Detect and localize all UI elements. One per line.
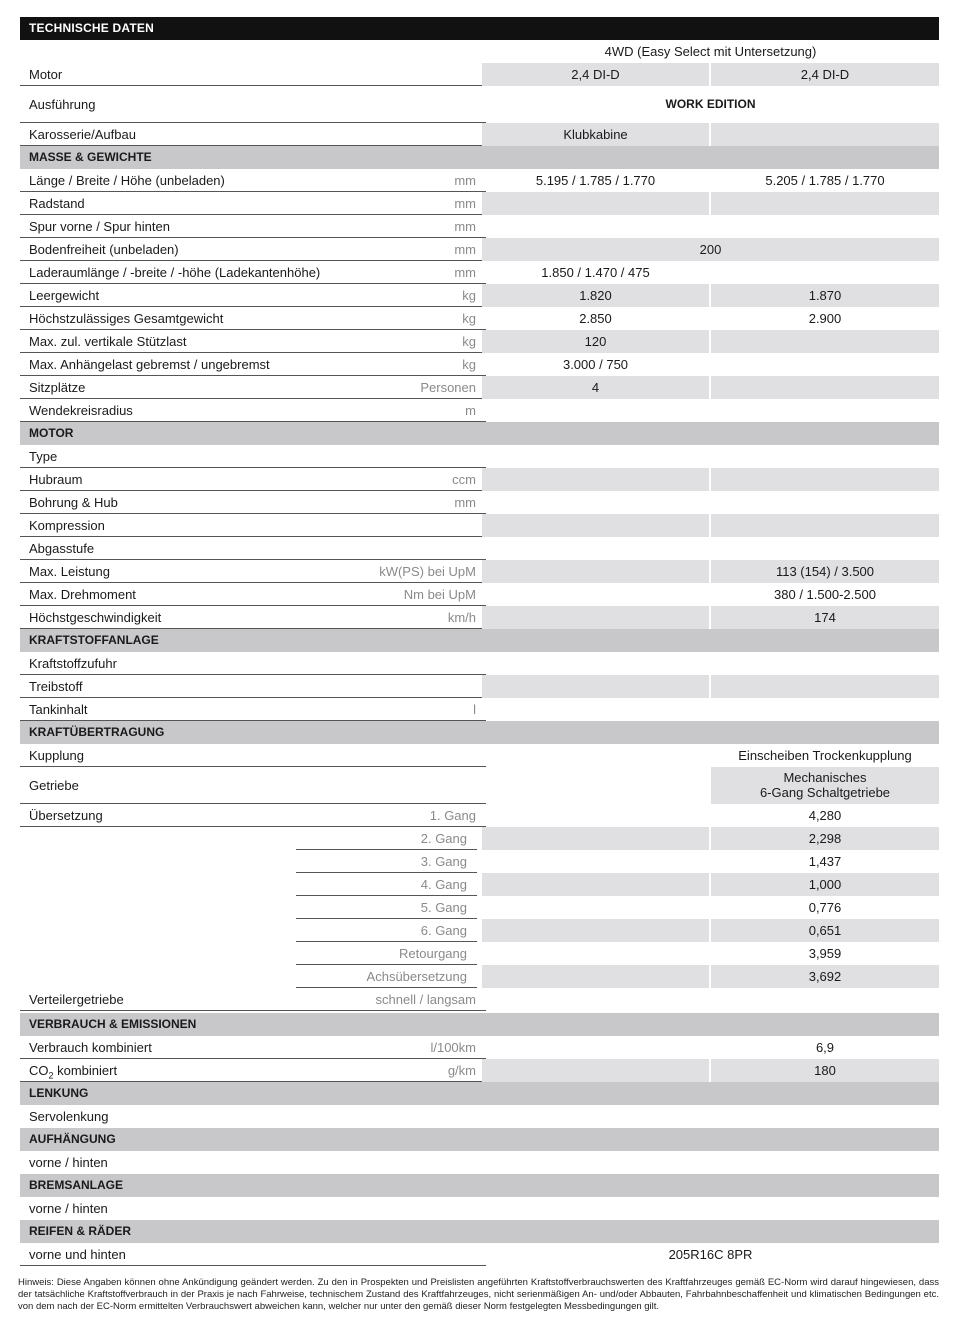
cell-blank	[482, 942, 709, 965]
row-label: Karosserie/Aufbau	[20, 123, 486, 146]
cell-value	[711, 537, 939, 560]
footnote: Hinweis: Diese Angaben können ohne Ankündigung geändert werden. Zu den in Prospekten und Preislisten angeführten Kraftstoffverbrauchswerten des Kraftfahrzeuges gemäß EC-Norm wird darauf hingewiesen, dass der tatsächliche Kraftstoffverbrauch in der Praxis je nach Fahrweise, technischem Zustand des Kraftfahrzeuges, nicht serienmäßigen An- und/oder Abbauten, Fahrbahnbeschaffenheit und klimatischen Bedingungen etc. von dem nach der EC-Norm ermittelten Verbrauchswert abweichen kann, welcher nur unter den gemäß dieser Norm festgelegten Messbedingungen gilt.	[18, 1277, 939, 1312]
unit-text: kW(PS) bei UpM	[379, 564, 476, 579]
row-label	[20, 988, 486, 1011]
cell-value: 4,280	[808, 808, 842, 823]
spec-table	[20, 17, 939, 1266]
section-reifen: REIFEN & RÄDER	[20, 1220, 939, 1243]
label-text: Kompression	[29, 518, 105, 533]
unit-text: mm	[454, 265, 476, 280]
spec-row	[20, 652, 939, 675]
unit-text: ccm	[452, 472, 476, 487]
cell-blank	[482, 1059, 709, 1082]
getriebe-line2: 6-Gang Schaltgetriebe	[759, 785, 891, 800]
spec-row	[20, 675, 939, 698]
unit-text: mm	[454, 196, 476, 211]
cell-value	[482, 399, 709, 422]
cell-value: 113 (154) / 3.500	[711, 560, 939, 583]
spec-row	[20, 192, 939, 215]
cell-value: 3.000 / 750	[562, 357, 629, 372]
cell-value	[711, 192, 939, 215]
kraftstoff-rows	[20, 652, 939, 721]
unit-text: Nm bei UpM	[403, 587, 476, 602]
cell-value	[711, 767, 939, 804]
unit-text: 1. Gang	[429, 808, 476, 823]
cell-blank	[482, 468, 709, 491]
row-label	[20, 284, 486, 307]
cell-value: 3,959	[808, 946, 842, 961]
unit-text: kg	[462, 334, 476, 349]
label-text: Bodenfreiheit (unbeladen)	[29, 242, 179, 257]
gear-row	[20, 942, 939, 965]
spec-row	[20, 215, 939, 238]
spec-row	[20, 445, 939, 468]
section-bremsanlage: BREMSANLAGE	[20, 1174, 939, 1197]
row-label	[20, 169, 486, 192]
cell-value: 1.850 / 1.470 / 475	[541, 265, 650, 280]
gear-row	[20, 873, 939, 896]
cell-value: 4	[482, 376, 709, 399]
row-label	[20, 399, 486, 422]
cell-value: Klubkabine	[482, 123, 709, 146]
row-label: Kupplung	[20, 744, 486, 767]
unit-text: l/100km	[430, 1040, 476, 1055]
cell-value: 3,692	[711, 965, 939, 988]
label-text: Höchstgeschwindigkeit	[29, 610, 162, 625]
row-label: Getriebe	[20, 767, 486, 804]
label-text: Verteilergetriebe	[29, 992, 124, 1007]
cell-value	[711, 698, 939, 721]
spec-row	[20, 468, 939, 491]
gear-label-text: 4. Gang	[420, 877, 467, 892]
section-masse: MASSE & GEWICHTE	[20, 146, 939, 169]
unit-text: kg	[462, 311, 476, 326]
section-verbrauch: VERBRAUCH & EMISSIONEN	[20, 1013, 939, 1036]
label-text: $CO_2$ kombiniert	[29, 1063, 118, 1081]
cell-value	[711, 675, 939, 698]
cell-value	[711, 330, 939, 353]
section-kraftuebertragung: KRAFTÜBERTRAGUNG	[20, 721, 939, 744]
label-text: Max. zul. vertikale Stützlast	[29, 334, 187, 349]
cell-value	[711, 445, 939, 468]
cell-value	[711, 353, 939, 376]
label-text: Treibstoff	[29, 679, 83, 694]
cell-blank	[482, 583, 709, 606]
row-label: Ausführung	[20, 86, 486, 123]
cell-value	[711, 215, 939, 238]
unit-text: mm	[454, 219, 476, 234]
row-karosserie	[20, 123, 939, 146]
spec-row	[20, 606, 939, 629]
unit-text: mm	[454, 495, 476, 510]
cell-value: 5.205 / 1.785 / 1.770	[765, 173, 885, 188]
row-label: Motor	[20, 63, 486, 86]
label-text: Max. Anhängelast gebremst / ungebremst	[29, 357, 270, 372]
row-label	[20, 1036, 486, 1059]
cell-value	[482, 215, 709, 238]
cell-blank	[482, 537, 709, 560]
row-label	[20, 491, 486, 514]
row-label	[20, 698, 486, 721]
row-label	[20, 307, 486, 330]
cell-blank	[482, 652, 709, 675]
row-label: vorne und hinten	[20, 1243, 486, 1266]
gear-label-text: 5. Gang	[420, 900, 467, 915]
row-co2	[20, 1059, 939, 1082]
label-text: Höchstzulässiges Gesamtgewicht	[29, 311, 224, 326]
cell-value: 2,298	[711, 827, 939, 850]
gear-row	[20, 827, 939, 850]
row-label	[20, 238, 486, 261]
label-text: Abgasstufe	[29, 541, 95, 556]
spec-row	[20, 376, 939, 399]
row-ausfuehrung	[20, 86, 939, 123]
gear-row	[20, 850, 939, 873]
row-label: vorne / hinten	[29, 1201, 108, 1216]
spec-row	[20, 261, 939, 284]
gear-label-text: 2. Gang	[420, 831, 467, 846]
unit-text: schnell / langsam	[375, 992, 476, 1007]
spec-row	[20, 491, 939, 514]
row-reifen	[20, 1243, 939, 1266]
unit-text: mm	[454, 242, 476, 257]
label-text: Max. Drehmoment	[29, 587, 136, 602]
row-servolenkung	[20, 1105, 939, 1128]
getriebe-line1: Mechanisches	[783, 770, 867, 785]
row-bremsanlage	[20, 1197, 939, 1220]
cell-value: 1,000	[711, 873, 939, 896]
gear-row	[20, 965, 939, 988]
unit-text: g/km	[447, 1063, 476, 1078]
gear-label	[296, 919, 477, 942]
label-text: Kraftstoffzufuhr	[29, 656, 117, 671]
unit-text: l	[473, 702, 476, 717]
table-title: TECHNISCHE DATEN	[20, 17, 939, 40]
motor-rows	[20, 445, 939, 629]
gear-label-text: 6. Gang	[420, 923, 467, 938]
cell-value: 180	[711, 1059, 939, 1082]
spec-row	[20, 284, 939, 307]
cell-value: 1,437	[808, 854, 842, 869]
spec-row	[20, 537, 939, 560]
gear-label	[296, 896, 477, 919]
gear-label	[296, 873, 477, 896]
cell-value: 2.900	[808, 311, 842, 326]
cell-blank	[482, 827, 709, 850]
section-motor: MOTOR	[20, 422, 939, 445]
cell-value: 0,776	[808, 900, 842, 915]
row-label: Servolenkung	[29, 1109, 109, 1124]
gear-label	[296, 827, 477, 850]
gear-label-text: Retourgang	[399, 946, 467, 961]
label-text: Spur vorne / Spur hinten	[29, 219, 170, 234]
section-aufhaengung: AUFHÄNGUNG	[20, 1128, 939, 1151]
cell-value: Einscheiben Trockenkupplung	[738, 748, 912, 763]
row-label	[20, 560, 486, 583]
spec-row	[20, 238, 939, 261]
row-verteilergetriebe	[20, 988, 939, 1011]
row-label	[20, 192, 486, 215]
cell-value: 2,4 DI-D	[711, 63, 939, 86]
row-label: vorne / hinten	[29, 1155, 108, 1170]
unit-text: kg	[462, 288, 476, 303]
cell-blank	[482, 445, 709, 468]
row-getriebe	[20, 767, 939, 804]
row-aufhaengung	[20, 1151, 939, 1174]
label-text: Bohrung & Hub	[29, 495, 118, 510]
cell-value: 6,9	[815, 1040, 835, 1055]
cell-value: 2.850	[579, 311, 612, 326]
cell-value: 5.195 / 1.785 / 1.770	[535, 173, 656, 188]
cell-blank	[482, 850, 709, 873]
unit-text: Personen	[420, 380, 476, 395]
gear-row	[20, 896, 939, 919]
spec-row	[20, 330, 939, 353]
cell-blank	[482, 560, 709, 583]
row-label	[20, 1059, 486, 1082]
row-label	[20, 652, 486, 675]
row-label	[20, 445, 486, 468]
masse-rows	[20, 169, 939, 422]
row-label	[20, 675, 486, 698]
row-label	[20, 376, 486, 399]
label-text: Type	[29, 449, 58, 464]
label-text: Radstand	[29, 196, 85, 211]
spec-row	[20, 583, 939, 606]
spec-row	[20, 514, 939, 537]
variant-row	[20, 40, 939, 63]
spec-row	[20, 560, 939, 583]
cell-value	[711, 652, 939, 675]
cell-value: WORK EDITION	[665, 97, 756, 111]
cell-value: 200	[482, 238, 939, 261]
cell-value: 174	[711, 606, 939, 629]
cell-value	[711, 491, 939, 514]
unit-text: mm	[454, 173, 476, 188]
row-label	[20, 468, 486, 491]
row-kupplung	[20, 744, 939, 767]
label-text: Max. Leistung	[29, 564, 110, 579]
spec-row	[20, 353, 939, 376]
cell-blank	[482, 675, 709, 698]
gear-label	[296, 850, 477, 873]
gear-row	[20, 919, 939, 942]
gear-label	[296, 942, 477, 965]
cell-value: 380 / 1.500-2.500	[774, 587, 876, 602]
cell-value: 1.870	[711, 284, 939, 307]
cell-value: 2,4 DI-D	[482, 63, 709, 86]
row-label	[20, 606, 486, 629]
cell-blank	[482, 873, 709, 896]
cell-value	[711, 988, 939, 1011]
cell-value	[711, 261, 939, 284]
cell-value	[482, 192, 709, 215]
gear-row	[20, 804, 939, 827]
row-label	[20, 353, 486, 376]
row-label	[20, 583, 486, 606]
label-text: Leergewicht	[29, 288, 100, 303]
cell-blank	[482, 919, 709, 942]
label-text: Hubraum	[29, 472, 83, 487]
label-text: Übersetzung	[29, 808, 103, 823]
unit-text: m	[465, 403, 476, 418]
label-text: Laderaumlänge / -breite / -höhe (Ladekantenhöhe)	[29, 265, 321, 280]
row-label	[20, 537, 486, 560]
gear-label-text: 3. Gang	[420, 854, 467, 869]
row-verbrauch	[20, 1036, 939, 1059]
cell-blank	[482, 804, 709, 827]
cell-blank	[482, 896, 709, 919]
cell-blank	[482, 606, 709, 629]
spec-row	[20, 169, 939, 192]
cell-value: 205R16C 8PR	[668, 1247, 753, 1262]
label-text: Tankinhalt	[29, 702, 88, 717]
section-lenkung: LENKUNG	[20, 1082, 939, 1105]
cell-blank	[482, 491, 709, 514]
cell-value: 120	[482, 330, 709, 353]
unit-text: km/h	[447, 610, 476, 625]
spec-row	[20, 307, 939, 330]
label-text: Sitzplätze	[29, 380, 86, 395]
cell-value	[711, 514, 939, 537]
row-label	[20, 261, 486, 284]
gear-label	[296, 965, 477, 988]
row-label	[20, 514, 486, 537]
cell-value: 0,651	[711, 919, 939, 942]
label-text: Wendekreisradius	[29, 403, 133, 418]
row-label	[20, 330, 486, 353]
cell-blank	[482, 698, 709, 721]
cell-blank	[482, 514, 709, 537]
section-kraftstoff: KRAFTSTOFFANLAGE	[20, 629, 939, 652]
spec-row	[20, 399, 939, 422]
cell-value	[711, 399, 939, 422]
label-text: Verbrauch kombiniert	[29, 1040, 152, 1055]
row-label	[20, 215, 486, 238]
row-motor	[20, 63, 939, 86]
label-text: Länge / Breite / Höhe (unbeladen)	[29, 173, 225, 188]
gear-rows	[20, 804, 939, 988]
cell-blank	[482, 965, 709, 988]
variant-header: 4WD (Easy Select mit Untersetzung)	[604, 44, 817, 59]
gear-label-text: Achsübersetzung	[366, 969, 467, 984]
spec-row	[20, 698, 939, 721]
row-label	[20, 804, 486, 827]
cell-value	[711, 468, 939, 491]
unit-text: kg	[462, 357, 476, 372]
cell-value	[711, 376, 939, 399]
cell-value: 1.820	[482, 284, 709, 307]
cell-value	[711, 123, 939, 146]
